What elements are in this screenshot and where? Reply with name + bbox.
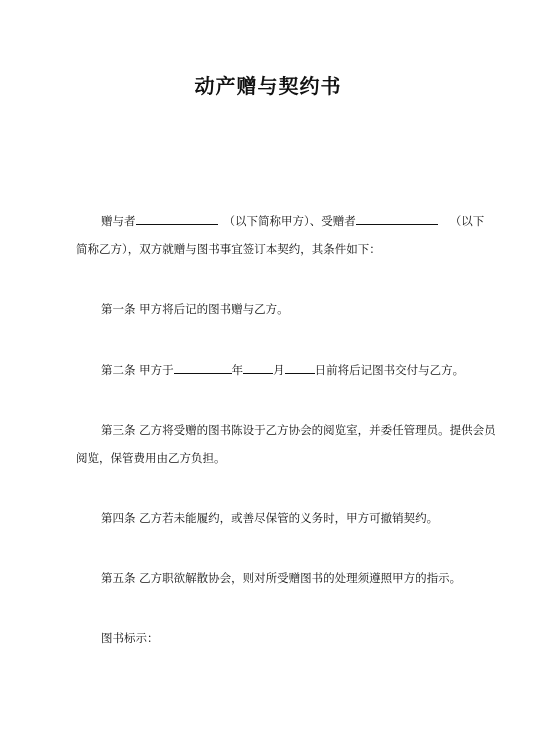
article-1: 第一条 甲方将后记的图书赠与乙方。 [101,302,289,316]
preamble-line-1 [101,212,484,229]
day-blank[interactable] [285,361,315,374]
donor-name-blank[interactable] [136,212,218,225]
year-label: 年 [231,363,244,377]
article-4: 第四条 乙方若未能履约，或善尽保管的义务时，甲方可撤销契约。 [101,511,439,525]
article-5: 第五条 乙方职欲解散协会，则对所受赠图书的处理须遵照甲方的指示。 [101,571,462,585]
month-label: 月 [273,363,285,377]
recipient-suffix: （以下 [449,214,485,228]
book-label: 图书标示： [101,631,159,645]
month-blank[interactable] [243,361,273,374]
article-2-suffix: 日前将后记图书交付与乙方。 [314,363,465,377]
article-2-prefix: 第二条 甲方于 [101,363,174,377]
year-blank[interactable] [174,361,232,374]
donor-suffix: （以下简称甲方）、受赠者 [223,214,356,228]
preamble-line-2: 简称乙方），双方就赠与图书事宜签订本契约，其条件如下： [76,242,381,256]
donor-label: 赠与者 [101,214,136,228]
article-2 [101,361,464,378]
article-3-line-2: 阅览，保管费用由乙方负担。 [76,451,226,465]
document-title: 动产赠与契约书 [194,74,342,98]
recipient-name-blank[interactable] [356,212,438,225]
article-3-line-1: 第三条 乙方将受赠的图书陈设于乙方协会的阅览室，并委任管理员。提供会员 [101,423,496,437]
